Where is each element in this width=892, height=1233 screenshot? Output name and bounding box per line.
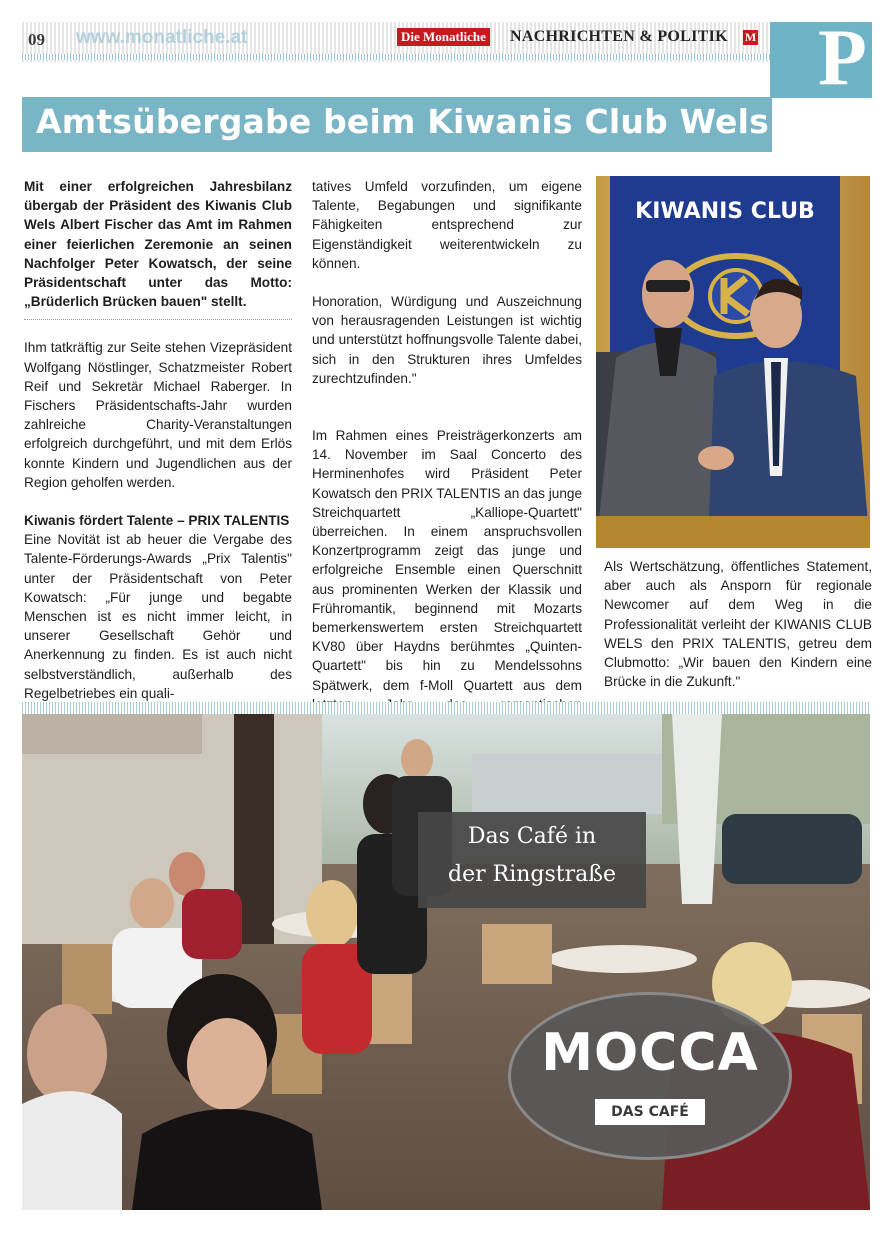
article-column-1 [24,177,292,703]
section-tab [770,14,872,102]
page-header [22,22,772,62]
headline-bar [22,97,772,152]
sign-line-1: Das Café in [467,824,597,849]
site-url[interactable]: www.monatliche.at [76,27,248,48]
lead-divider [24,319,292,320]
photo-caption [604,557,872,691]
brand-logo: Die Monatliche [397,28,490,46]
mocca-logo [508,992,792,1160]
mocca-logo-sub: DAS CAFÉ [595,1099,705,1125]
article-headline: Amtsübergabe beim Kiwanis Club Wels [36,102,769,141]
header-rule [22,54,772,60]
article-column-2 [312,177,582,733]
page-number: 09 [28,30,45,49]
banner-text: KIWANIS CLUB [635,199,815,224]
sign-line-2: der Ringstraße [448,862,616,887]
ad-top-stripe [22,702,870,714]
article-paragraph-4: Im Rahmen eines Preisträgerkonzerts am 14. November im Saal Concerto des Herminenhofes wird Präsident Peter Kowatsch den PRIX TALENTIS an das junge Streichquartett „Kalliope-Quartett" überreichen. In einem anspruchsvollen Konzertprogramm zeigt das junge und erfolgreiche Ensemble einen Querschnitt aus prominenten Werken der Klassik und Frühromantik, beginnend mit Mozarts bemerkenswertem ersten Streichquartett KV80 über Haydns berühmtes „Quinten-Quartett" bis hin zu Mendelssohns Spätwerk, dem f-Moll Quartett aus dem [312,428,583,693]
mocca-logo-text: MOCCA [541,1023,759,1083]
cafe-sign [418,812,646,908]
article-paragraph-1: Ihm tatkräftig zur Seite stehen Vizepräsident Wolfgang Nöstlinger, Schatzmeister Robert Reif und Sekretär Michael Raberger. In Fischers Präsidentschafts-Jahr wurden zahlreiche Charity-Veranstaltungen erfolgreich durchgeführt, und mit dem Erlös konnte Kindern und Jugendlichen aus der Region geholfen werden. [24,340,292,490]
section-title: NACHRICHTEN & POLITIK [510,28,728,45]
article-paragraph-2: Eine Novität ist ab heuer die Vergabe des Talente-Förderungs-Awards „Prix Talentis" unter der Präsidentschaft von Peter Kowatsch: „Für junge und begabte Menschen ist es nicht immer leicht, in unserer Gesellschaft Gehör und Anerkennung zu finden. Es ist auch nicht selbstverständlich, außerhalb des Regelbetriebes ein quali- [24,532,292,701]
mocca-ad-photo [22,714,870,1210]
section-tab-letter: P [818,14,867,102]
photo-caption-text: Als Wertschätzung, öffentliches Statement, aber auch als Ansporn für regionale Newcomer auf dem Weg in die Professionalität verleiht der KIWANIS CLUB WELS den PRIX TALENTIS, getreu dem Clubmotto: „Wir bauen den Kindern eine Brücke in die Zukunft." [604,559,872,690]
article-lead: Mit einer erfolgreichen Jahresbilanz übergab der Präsident des Kiwanis Club Wels Albert Fischer das Amt im Rahmen einer feierlichen Zeremonie an seinen Nachfolger Peter Kowatsch, der seine Präsidentschaft unter das Motto: „Brüderlich Brücken bauen" stellt. [24,179,292,310]
kiwanis-photo-illustration [596,176,870,548]
article-subhead: Kiwanis fördert Talente – PRIX TALENTIS [24,513,290,529]
article-paragraph-2-cont: tatives Umfeld vorzufinden, um eigene Talente, Begabungen und signifikante Fähigkeiten entsprechend zur Eigenständigkeit weiterentwickeln zu können. [312,179,582,271]
article-paragraph-3: Honoration, Würdigung und Auszeichnung von herausragenden Leistungen ist wichtig und unterstützt hoffnungsvolle Talente dabei, sich in den Strukturen ihres Umfeldes zurechtzufinden." [312,294,582,386]
section-logo-icon: M [744,30,757,44]
kiwanis-photo [596,176,870,548]
